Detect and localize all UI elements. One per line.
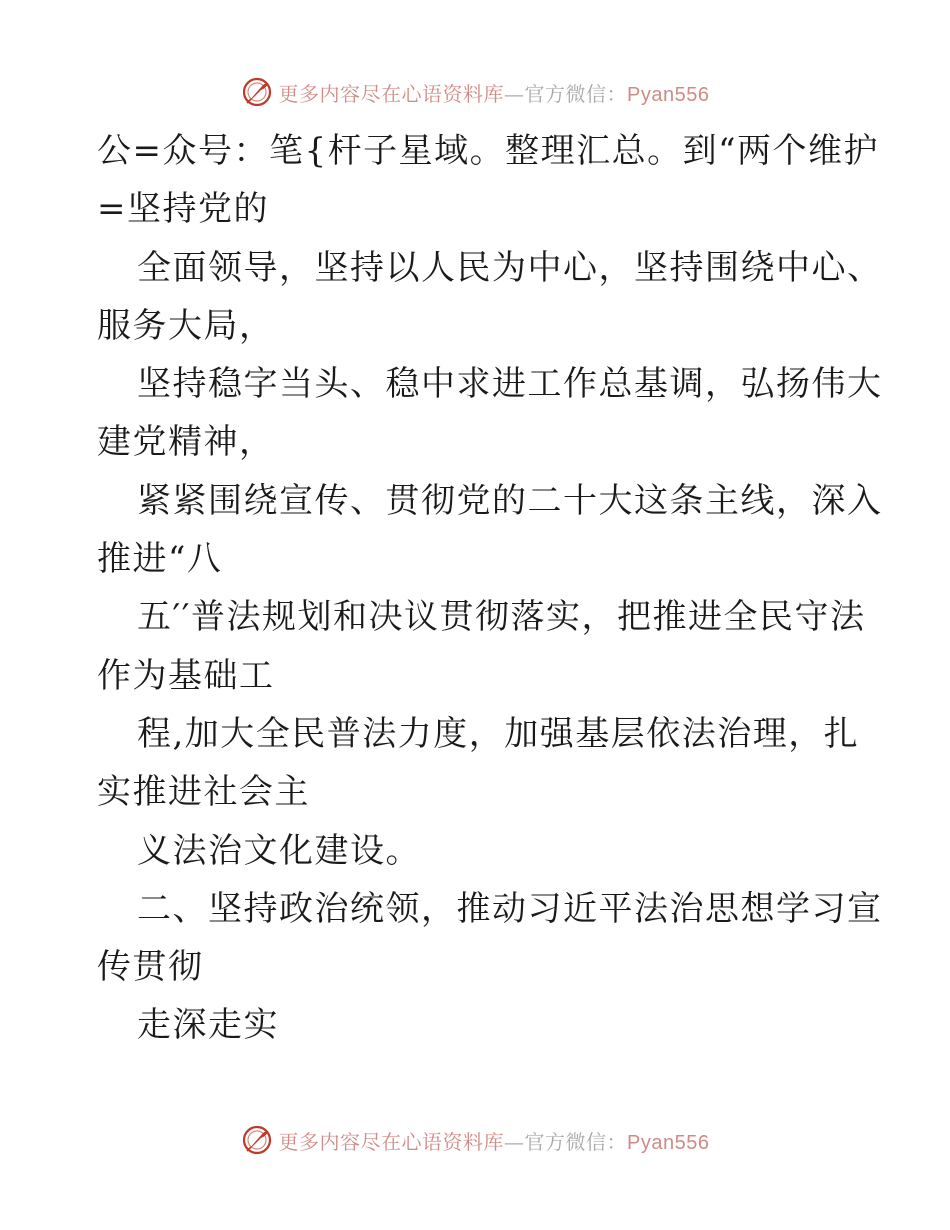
footer-banner-wechat-id: Pyan556	[627, 1131, 710, 1154]
body-text-line: 服务大局，	[97, 305, 275, 346]
body-text-line: 传贯彻	[97, 947, 204, 988]
body-text-line: 建党精神，	[97, 422, 275, 463]
body-text-line: 义法治文化建设。	[137, 830, 421, 871]
body-text-line: 作为基础工	[97, 655, 275, 696]
footer-banner	[0, 1120, 950, 1160]
footer-banner-dash: —	[504, 1129, 525, 1154]
body-text-line: 紧紧围绕宣传、贯彻党的二十大这条主线，深入	[137, 480, 883, 521]
body-text-line: =坚持党的	[97, 189, 269, 230]
header-banner-text	[279, 78, 710, 107]
footer-banner-slogan: 更多内容尽在心语资料库	[278, 1129, 505, 1154]
body-text-line: 全面领导，坚持以人民为中心，坚持围绕中心、	[137, 247, 883, 288]
body-text-line: 推进“八	[97, 539, 223, 580]
body-text-line: 公=众号：笔{杆子星域。整理汇总。到“两个维护	[97, 131, 880, 171]
header-banner-label: 官方微信：	[524, 81, 628, 106]
footer-banner-text	[279, 1126, 710, 1155]
body-text-line: 二、坚持政治统领，推动习近平法治思想学习宣	[137, 888, 883, 929]
document-body	[97, 122, 883, 1055]
body-text-line: 坚持稳字当头、稳中求进工作总基调，弘扬伟大	[137, 364, 883, 405]
body-text-line: 走深走实	[137, 1005, 279, 1046]
body-text-line: 五′′普法规划和决议贯彻落实，把推进全民守法	[137, 597, 866, 638]
quill-logo-icon	[241, 76, 273, 108]
footer-banner-label: 官方微信：	[524, 1129, 628, 1154]
header-banner-slogan: 更多内容尽在心语资料库	[278, 81, 505, 106]
header-banner	[0, 72, 950, 112]
header-banner-wechat-id: Pyan556	[627, 83, 710, 106]
quill-logo-icon	[241, 1124, 273, 1156]
body-text-line: 程,加大全民普法力度，加强基层依法治理，扎	[137, 713, 860, 754]
body-text-line: 实推进社会主	[97, 772, 310, 813]
header-banner-dash: —	[504, 81, 525, 106]
